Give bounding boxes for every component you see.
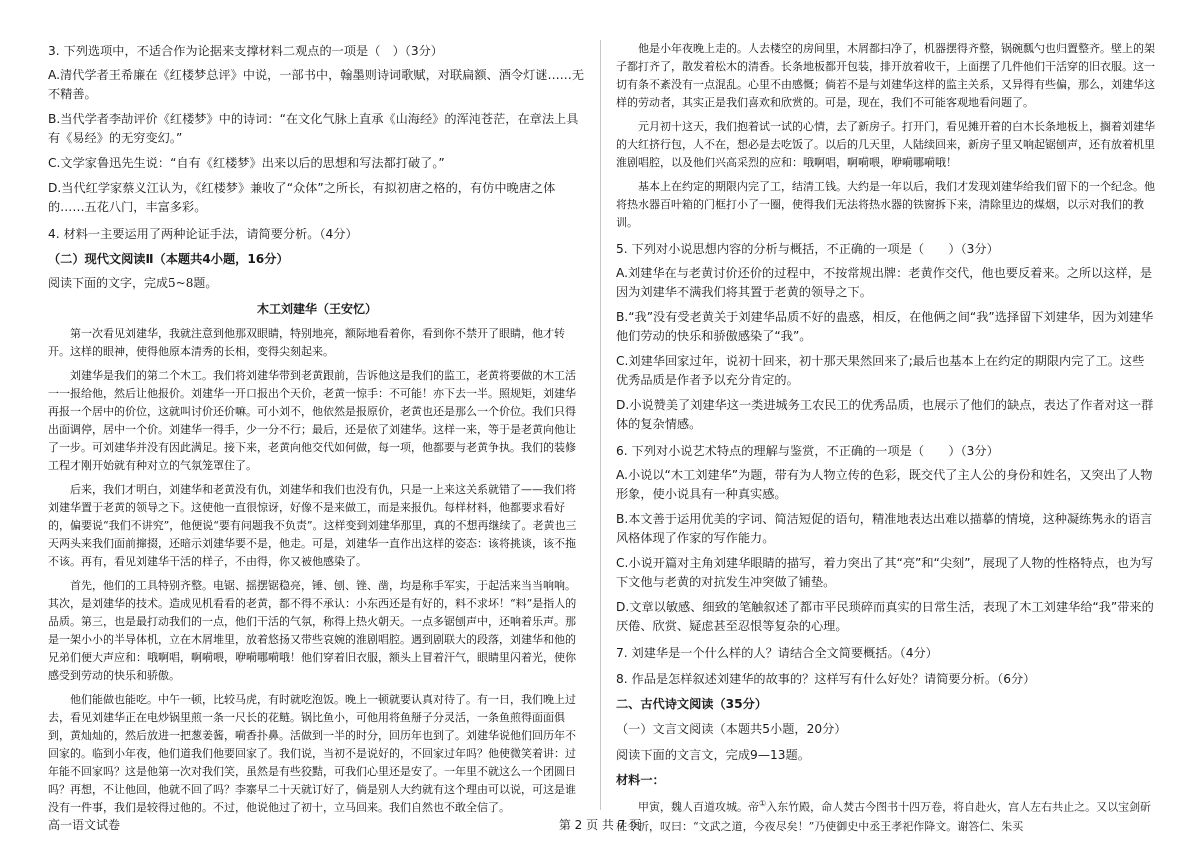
q5-option-d: D.小说赞美了刘建华这一类进城务工农民工的优秀品质，也展示了他们的缺点，表达了作者对这一群体的复杂情感。 — [616, 398, 1154, 431]
question-5: 5. 下列对小说思想内容的分析与概括，不正确的一项是（ ）（3分） — [616, 242, 999, 256]
q3-option-c: C.文学家鲁迅先生说：“自有《红楼梦》出来以后的思想和写法都打破了。” — [48, 156, 445, 170]
q6-option-a: A.小说以“木工刘建华”为题，带有为人物立传的色彩，既交代了主人公的身份和姓名，又突出了人物形象，使小说具有一种真实感。 — [616, 468, 1153, 501]
footnote-mark: ① — [759, 799, 767, 808]
question-3: 3. 下列选项中，不适合作为论据来支撑材料二观点的一项是（ ）（3分） — [48, 44, 443, 58]
q5-option-a: A.刘建华在与老黄讨价还价的过程中，不按常规出牌：老黄作交代，他也要反着来。之所以这样，是因为刘建华不满我们将其置于老黄的领导之下。 — [616, 266, 1153, 299]
story-paragraph: 元月初十这天，我们抱着试一试的心情，去了新房子。打开门，看见摊开着的白木长条地板上，搁着刘建华的大红挤行包，人不在，想必是去吃饭了。以后的几天里，人陆续回来，新房子里又响起锯刨声，还有放着机里淮剧唱腔，以及他们兴高采烈的应和：哦啊唱，啊嗬喂，咿嗬哪嗬哦！ — [616, 120, 1155, 169]
right-column — [616, 40, 1156, 836]
classical-text-part: 甲寅，魏人百道攻城。帝 — [638, 800, 759, 814]
q6-option-b: B.本文善于运用优美的字词、简洁短促的语句，精准地表达出难以描摹的情境，这种凝练隽永的语言风格体现了作家的写作能力。 — [616, 512, 1153, 545]
classical-text-part: 入东竹殿，命人焚古今图书十四万卷，将自赴火，宫人左右共止之。又以宝剑斫柱令折，叹曰：“文武之道，今夜尽矣！”乃使御史中丞王孝祀作降文。谢答仁、朱买 — [616, 800, 1152, 833]
q6-option-d: D.文章以敏感、细致的笔触叙述了都市平民琐碎而真实的日常生活，表现了木工刘建华给“我”带来的厌倦、欣赏、疑虑甚至忍恨等复杂的心理。 — [616, 600, 1154, 633]
story-paragraph: 首先，他们的工具特别齐整。电锯、摇摆锯稳亮，锤、刨、锉、凿，均是称手军实，于起活来当当响响。其次，是刘建华的技术。造成见机看看的老黄，都不得不承认：小东西还是有好的，料不求坏！“料”是指人的品质。第三，也是最打动我们的一点，他们干活的气氛，称得上热火朝天。一点多锯刨声中，还响着乐声。那是一架小小的半导体机，立在木屑堆里，放着悠扬又带些哀婉的淮剧唱腔。遇到剧联大的段落，刘建华和他的兄弟们便大声应和：哦啊唱，啊嗬喂，咿嗬哪嗬哦！他们穿着旧衣服，额头上冒着汗气，眼睛里闪着光，使你感受到劳动的快乐和骄傲。 — [48, 579, 577, 682]
story-paragraph: 他们能做也能吃。中午一顿，比较马虎，有时就吃泡饭。晚上一顿就要认真对待了。有一日，我们晚上过去，看见刘建华正在电炒锅里煎一条一尺长的花鲢。锅比鱼小，可他用将鱼掰子分灵活，一条鱼煎得面面俱到，黄灿灿的，然后放进一把葱姜酱，嗬香扑鼻。活做到一半的时分，回历年也到了。刘建华说他们回历年不回家的。临到小年夜，他们道我们他要回家了。我们说，当初不是说好的，不回家过年吗？他使微笑着讲：过年能不回家吗？这是他第一次对我们笑，虽然是有些狡黠，可我们心里还是安了。一年里不就这么一个团圆日吗？再想，不让他回，他就不回了吗？李寨早二十天就订好了，倘是别人大约就有这个理由可以说，可这是谁没有一件事，我们是较得过他的。不过，他说他过了初十，立马回来。我们自然也不敢全信了。 — [48, 693, 576, 814]
column-divider — [600, 40, 601, 810]
material-label: 材料一： — [616, 773, 665, 787]
q3-option-d: D.当代红学家蔡义江认为，《红楼梦》兼收了“众体”之所长，有拟初唐之格的，有仿中晚唐之体的……五花八门，丰富多彩。 — [48, 181, 556, 214]
q6-option-c: C.小说开篇对主角刘建华眼睛的描写，着力突出了其“亮”和“尖刻”，展现了人物的性格特点，也为写下文他与老黄的对抗发生冲突做了铺垫。 — [616, 556, 1154, 589]
q3-option-b: B.当代学者李劼评价《红楼梦》中的诗词：“在文化气脉上直承《山海经》的浑沌苍茫，在章法上具有《易经》的无穷变幻。” — [48, 112, 579, 145]
story-paragraph: 基本上在约定的期限内完了工，结清工钱。大约是一年以后，我们才发现刘建华给我们留下的一个纪念。他将热水器百叶箱的门框打小了一圈，使得我们无法将热水器的铁窗拆下来，清除里边的煤烟，以示对我们的教训。 — [616, 180, 1155, 229]
left-column — [48, 40, 586, 823]
story-paragraph: 刘建华是我们的第二个木工。我们将刘建华带到老黄跟前，告诉他这是我们的监工，老黄将要做的木工活一一报给他，然后让他报价。刘建华一开口报出个天价，老黄一惊手：不可能！亦下去一半。照规矩，刘建华再报一个居中的价位，这就叫讨价还价嘛。可小刘不，他依然是报原价，老黄也还是那么一个价位。我们只得出面调停，居中一个价。刘建华一得手，少一分不行；最后，还是依了刘建华。这样一来，等于是老黄向他让了一步。可刘建华并没有因此满足。接下来，老黄向他交代如何做，每一项，他都要与老黄争执。我们的装修工程才刚开始就有种对立的气氛笼罩住了。 — [48, 369, 576, 472]
section2-instruction: 阅读下面的文言文，完成9—13题。 — [616, 748, 810, 762]
q3-option-a: A.清代学者王希廉在《红楼梦总评》中说，一部书中，翰墨则诗词歌赋，对联扁额、酒令灯谜……无不精善。 — [48, 68, 585, 101]
footer-page-number: 第 2 页 共 7 页 — [558, 818, 642, 832]
q5-option-c: C.刘建华回家过年，说初十回来，初十那天果然回来了;最后也基本上在约定的期限内完了工。这些优秀品质是作者予以充分肯定的。 — [616, 354, 1145, 387]
section2-heading: 二、古代诗文阅读（35分） — [616, 697, 768, 711]
question-4: 4. 材料一主要运用了两种论证手法，请简要分析。（4分） — [48, 227, 358, 241]
section2-subheading: （一）文言文阅读（本题共5小题，20分） — [616, 722, 847, 736]
question-7: 7. 刘建华是一个什么样的人？请结合全文简要概括。（4分） — [616, 646, 938, 660]
q5-option-b: B.“我”没有受老黄关于刘建华品质不好的蛊惑，相反，在他俩之间“我”选择留下刘建华，因为刘建华他们劳动的快乐和骄傲感染了“我”。 — [616, 310, 1154, 343]
footer-subject: 高一语文试卷 — [48, 818, 121, 832]
question-8: 8. 作品是怎样叙述刘建华的故事的？这样写有什么好处？请简要分析。（6分） — [616, 672, 1036, 686]
reading-instruction: 阅读下面的文字，完成5~8题。 — [48, 276, 218, 290]
story-paragraph: 他是小年夜晚上走的。人去楼空的房间里，木屑都扫净了，机器摆得齐整，锅碗瓢勺也归置整齐。壁上的架子都打齐了，散发着松木的清香。长条地板都开包装，排开放着收干，上面摆了几件他们干活穿的旧衣服。这一切有条不紊没有一点混乱。心里不由感慨；倘若不是与刘建华这样的监主关系，又异得有些偏，那么，刘建华这样的劳动者，其实正是我们喜欢和欣赏的。可是，现在，我们不可能客观地看问题了。 — [616, 42, 1155, 109]
section-heading: （二）现代文阅读Ⅱ（本题共4小题，16分） — [48, 252, 289, 266]
story-paragraph: 第一次看见刘建华，我就注意到他那双眼睛，特别地亮，额际地看着你，看到你不禁开了眼睛，他才转开。这样的眼神，使得他原本清秀的长相，变得尖刻起来。 — [48, 327, 565, 358]
story-title: 木工刘建华（王安忆） — [256, 302, 377, 316]
question-6: 6. 下列对小说艺术特点的理解与鉴赏，不正确的一项是（ ）（3分） — [616, 444, 999, 458]
story-paragraph: 后来，我们才明白，刘建华和老黄没有仇，刘建华和我们也没有仇，只是一上来这关系就错了——我们将刘建华置于老黄的领导之下。这使他一直很惊讶，好像不是来做工，而是来报仇。每样材料，他都要求看好的，偏要说“我们不讲究”，他便说“要有问题我不负责”。这样变到刘建华那里，真的不想再继续了。老黄也三天两头来我们面前撺掇，还暗示刘建华要不是，他走。可是，刘建华一直作出这样的姿态：该将挑谈，该不拖不该。再有，看见刘建华干活的样子，不由得，你又被他感染了。 — [48, 483, 577, 568]
